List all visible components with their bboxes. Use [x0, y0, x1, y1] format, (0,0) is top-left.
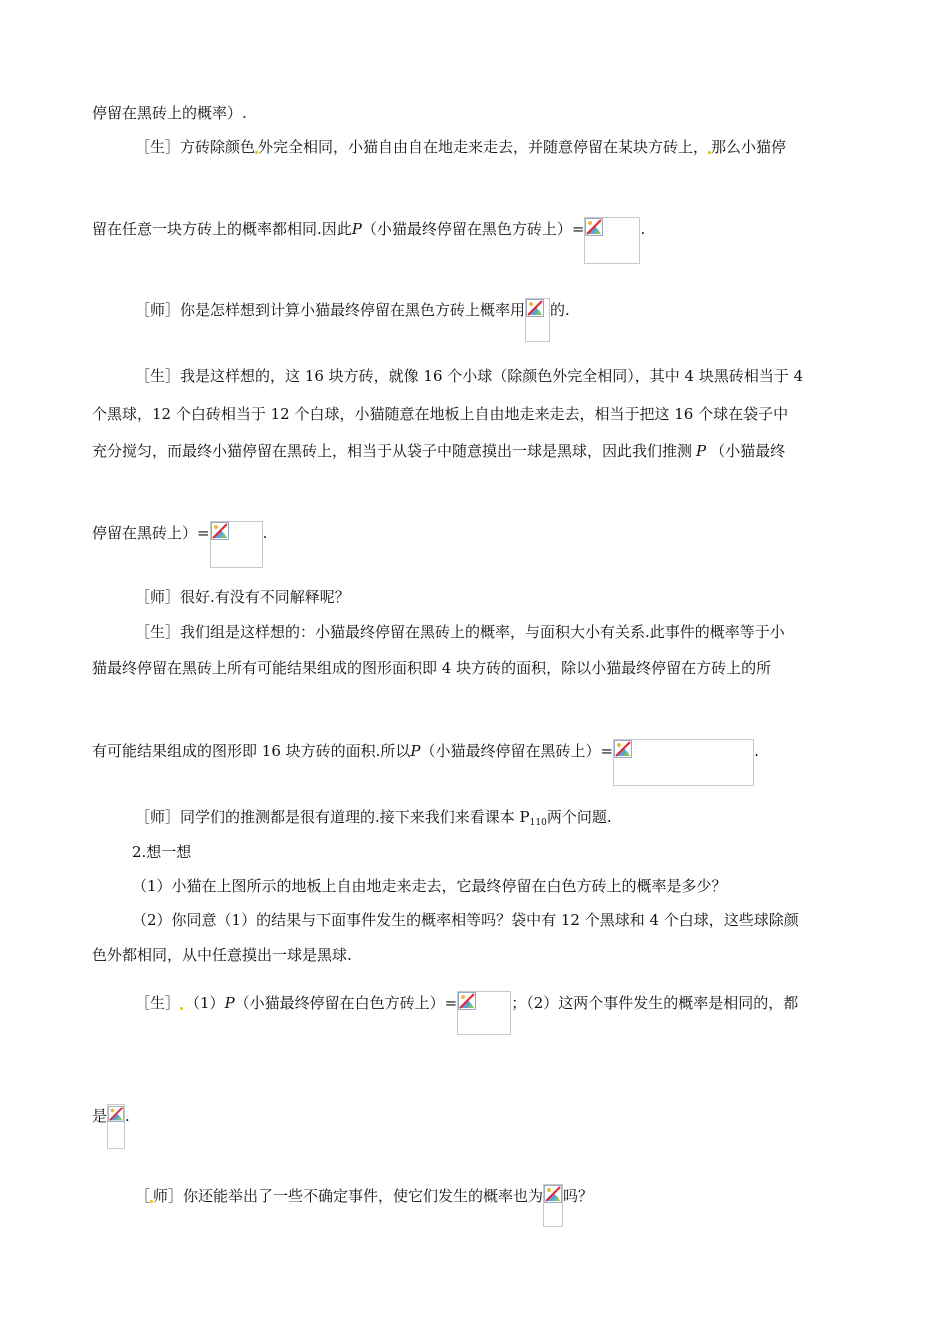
text-line [135, 807, 612, 833]
text-line [92, 658, 771, 678]
broken-image-icon [458, 992, 476, 1010]
page-subscript: 110 [529, 818, 547, 828]
text-segment: 留在任意一块方砖上的概率都相同.因此 [92, 220, 352, 238]
speaker-label: ［生］ [135, 138, 181, 156]
broken-image-icon [526, 299, 544, 317]
text-line [135, 991, 798, 1013]
section-heading: 2.想一想 [132, 843, 192, 861]
text-segment: 充分搅匀，而最终小猫停留在黑砖上，相当于从袋子中随意摸出一球是黑球，因此我们推测 [92, 442, 693, 460]
anchor-mark [180, 1007, 183, 1010]
text-segment: 色外都相同，从中任意摸出一球是黑球. [92, 946, 352, 964]
speaker-label: ［生］ [135, 994, 181, 1012]
text-segment: . [640, 220, 646, 238]
text-segment: 你是怎样想到计算小猫最终停留在黑色方砖上概率用 [180, 301, 526, 319]
text-line [132, 842, 191, 862]
probability-symbol: P [351, 220, 362, 238]
broken-image-icon [614, 740, 632, 758]
broken-image-icon [211, 522, 229, 540]
fraction-image [107, 1104, 125, 1124]
text-segment: 的. [550, 301, 570, 319]
text-segment: 个黑球，12 个白砖相当于 12 个白球，小猫随意在地板上自由地走来走去，相当于把这 16 个球在袋子中 [92, 405, 789, 423]
text-line [92, 103, 247, 123]
text-line [132, 876, 727, 896]
fraction-image [210, 521, 263, 541]
text-line [92, 521, 267, 543]
text-line [135, 298, 570, 320]
speaker-label: ［师］ [135, 301, 181, 319]
text-line [92, 404, 788, 424]
fraction-image [525, 298, 550, 318]
text-segment: （小猫最终停留在黑砖上）= [420, 742, 614, 760]
text-line [135, 622, 785, 642]
probability-symbol: P [224, 994, 235, 1012]
text-line [92, 441, 785, 461]
text-segment: 我们组是这样想的：小猫最终停留在黑砖上的概率，与面积大小有关系.此事件的概率等于小 [180, 623, 785, 641]
text-segment: 师］你还能举出了一些不确定事件，使它们发生的概率也为 [153, 1187, 544, 1205]
text-segment: 外完全相同，小猫自由自在地走来走去，并随意停留在某块方砖上， [258, 138, 709, 156]
text-line [135, 587, 350, 607]
text-segment: 吗？ [563, 1187, 594, 1205]
text-line [135, 366, 803, 386]
text-segment: 那么小猫停 [711, 138, 787, 156]
speaker-label: ［生］ [135, 623, 181, 641]
text-segment: （1）小猫在上图所示的地板上自由地走来走去，它最终停留在白色方砖上的概率是多少？ [132, 877, 727, 895]
speaker-label: ［生］ [135, 367, 181, 385]
probability-symbol: P [696, 442, 707, 460]
speaker-label: ［师］ [135, 808, 181, 826]
text-segment: ；（2）这两个事件发生的概率是相同的，都 [511, 994, 799, 1012]
speaker-label: ［ [135, 1187, 151, 1205]
text-segment: 方砖除颜色 [180, 138, 256, 156]
text-line [135, 137, 786, 157]
text-line [92, 739, 759, 761]
text-segment: . [262, 524, 268, 542]
text-line [135, 1184, 593, 1206]
text-segment: （1） [185, 994, 225, 1012]
text-segment: 两个问题. [546, 808, 612, 826]
text-segment: 猫最终停留在黑砖上所有可能结果组成的图形面积即 4 块方砖的面积，除以小猫最终停留在方砖上的所 [92, 659, 772, 677]
text-segment: （小猫最终停留在白色方砖上）= [234, 994, 458, 1012]
text-segment: （小猫最终 [710, 442, 786, 460]
text-segment: 同学们的推测都是很有道理的.接下来我们来看课本 P [180, 808, 530, 826]
text-segment: 是 [92, 1107, 108, 1125]
fraction-image [584, 217, 640, 237]
broken-image-icon [585, 218, 603, 236]
probability-symbol: P [410, 742, 421, 760]
text-segment: . [125, 1107, 130, 1125]
fraction-image [457, 991, 511, 1011]
text-segment: 很好.有没有不同解释呢？ [180, 588, 350, 606]
text-segment: 有可能结果组成的图形即 16 块方砖的面积.所以 [92, 742, 411, 760]
text-segment: . [754, 742, 759, 760]
text-line [132, 910, 799, 930]
text-segment: 停留在黑砖上）= [92, 524, 210, 542]
text-line [92, 1104, 130, 1126]
text-segment: （小猫最终停留在黑色方砖上）= [361, 220, 585, 238]
fraction-image [543, 1184, 563, 1204]
text-line [92, 945, 352, 965]
text-segment: 我是这样想的，这 16 块方砖，就像 16 个小球（除颜色外完全相同），其中 4 块黑砖相当于 4 [180, 367, 804, 385]
text-segment: 停留在黑砖上的概率）. [92, 104, 247, 122]
speaker-label: ［师］ [135, 588, 181, 606]
fraction-image [613, 739, 754, 759]
broken-image-icon [544, 1185, 562, 1203]
text-segment: （2）你同意（1）的结果与下面事件发生的概率相等吗？袋中有 12 个黑球和 4 个白球，这些球除颜 [132, 911, 799, 929]
text-line [92, 217, 645, 239]
broken-image-icon [108, 1105, 124, 1123]
